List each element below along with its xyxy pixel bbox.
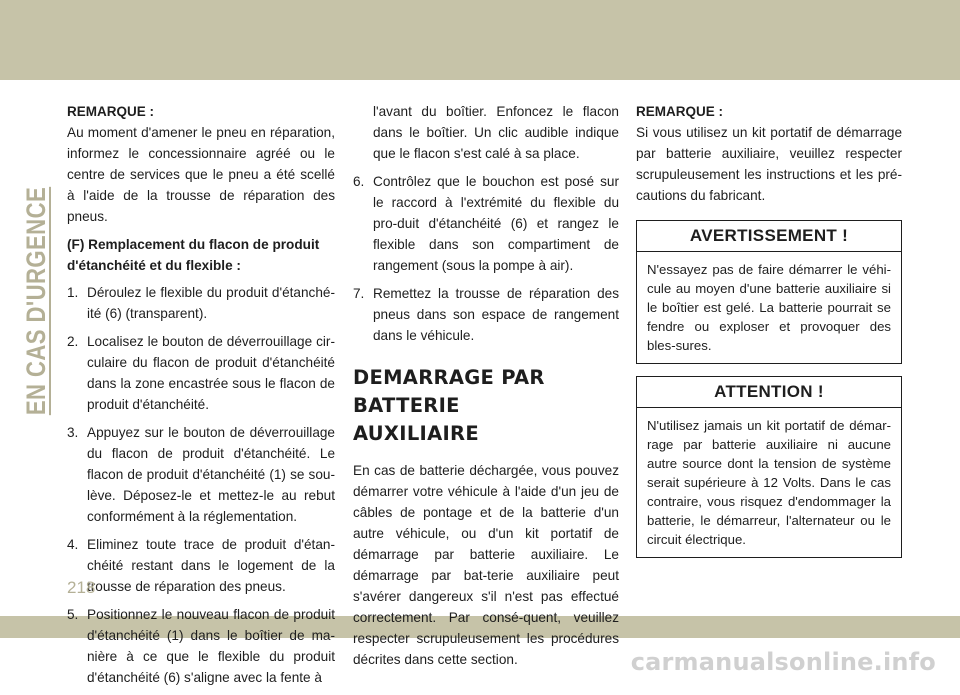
step-number: 7. [353,286,365,301]
warning-box [636,220,902,364]
column-middle [353,101,619,677]
step-text: Déroulez le flexible du produit d'étanché-ité (6) (transparent). [87,285,335,321]
remark-text: Au moment d'amener le pneu en réparation, informez le concessionnaire agréé ou le centre de services que le pneu a été scellé à l'aide de la trousse de réparation des pneus. [67,125,335,224]
step-number: 5. [67,607,79,622]
list-item [67,604,335,688]
caution-box [636,376,902,558]
section-title-line: AUXILIAIRE [353,422,479,445]
header-band [0,0,960,80]
section-tab-label [21,101,59,501]
page-number: 218 [67,578,96,597]
section-title [353,364,619,448]
step-text: Localisez le bouton de déverrouillage cir-culaire du flacon de produit d'étanchéité dans la zone encastrée sous le flacon de produit d'étanchéité. [87,334,335,412]
steps-list [353,171,619,346]
remark-label: REMARQUE : [67,104,154,119]
caution-title: ATTENTION ! [637,377,901,408]
step-number: 4. [67,537,79,552]
warning-title: AVERTISSEMENT ! [637,221,901,252]
step-text: Appuyez sur le bouton de déverrouillage du flacon de produit d'étanchéité. Le flacon de produit d'étanchéité (1) se sou-lève. Déposez-le et mettez-le au rebut conformément à la réglementation. [87,425,335,524]
remark-label: REMARQUE : [636,104,723,119]
list-item [353,283,619,346]
remark-text: Si vous utilisez un kit portatif de démarrage par batterie auxiliaire, veuillez respecter scrupuleusement les instructions et les pré-cautions du fabricant. [636,125,902,203]
subheading: (F) Remplacement du flacon de produit d'étanchéité et du flexible : [67,237,320,273]
step-number: 3. [67,425,79,440]
list-item [67,534,335,597]
caution-text: N'utilisez jamais un kit portatif de démar-rage par batterie auxiliaire ni aucune autre source dont la tension de système serait supérieure à 12 Volts. Dans le cas contraire, vous risquez d'endommager la batterie, le démarreur, l'alternateur ou le circuit électrique. [647,418,891,547]
step-text: Eliminez toute trace de produit d'étan-chéité restant dans le logement de la trousse de réparation des pneus. [87,537,335,594]
column-left [67,101,335,695]
list-item [67,331,335,415]
column-right [636,101,902,570]
step-text: Contrôlez que le bouchon est posé sur le raccord à l'extrémité du flexible du pro-duit d'étanchéité (6) et rangez le flexible dans son compartiment de rangement (sous la pompe à air). [373,174,619,273]
step-number: 1. [67,285,79,300]
list-item [67,422,335,527]
step-number: 2. [67,334,79,349]
list-item [353,171,619,276]
section-tab-text: EN CAS D'URGENCE [21,186,51,416]
step-number: 6. [353,174,365,189]
section-title-line: DEMARRAGE PAR BATTERIE [353,366,545,417]
list-item [67,282,335,324]
warning-text: N'essayez pas de faire démarrer le véhi-cule au moyen d'une batterie auxiliaire si le boîtier est gelé. La batterie pourrait se fendre ou exploser et provoquer des bles-sures. [647,262,891,353]
watermark: carmanualsonline.info [630,648,936,676]
step-text: Remettez la trousse de réparation des pneus dans son espace de rangement dans le véhicule. [373,286,619,343]
step-text: Positionnez le nouveau flacon de produit d'étanchéité (1) dans le boîtier de ma-nière à ce que le flexible du produit d'étanchéité (6) s'aligne avec la fente à [87,607,335,685]
section-paragraph: En cas de batterie déchargée, vous pouvez démarrer votre véhicule à l'aide d'un jeu de câbles de pontage et de la batterie d'un autre véhicule, ou d'un kit portatif de démarrage par batterie auxiliaire. Le démarrage par bat-terie auxiliaire peut s'avérer dangereux s'il n'est pas effectué correctement. Par consé-quent, veuillez respecter scrupuleusement les procédures décrites dans cette section. [353,463,619,667]
steps-list [67,282,335,688]
step-continuation: l'avant du boîtier. Enfoncez le flacon dans le boîtier. Un clic audible indique que le flacon s'est calé à sa place. [373,104,619,161]
